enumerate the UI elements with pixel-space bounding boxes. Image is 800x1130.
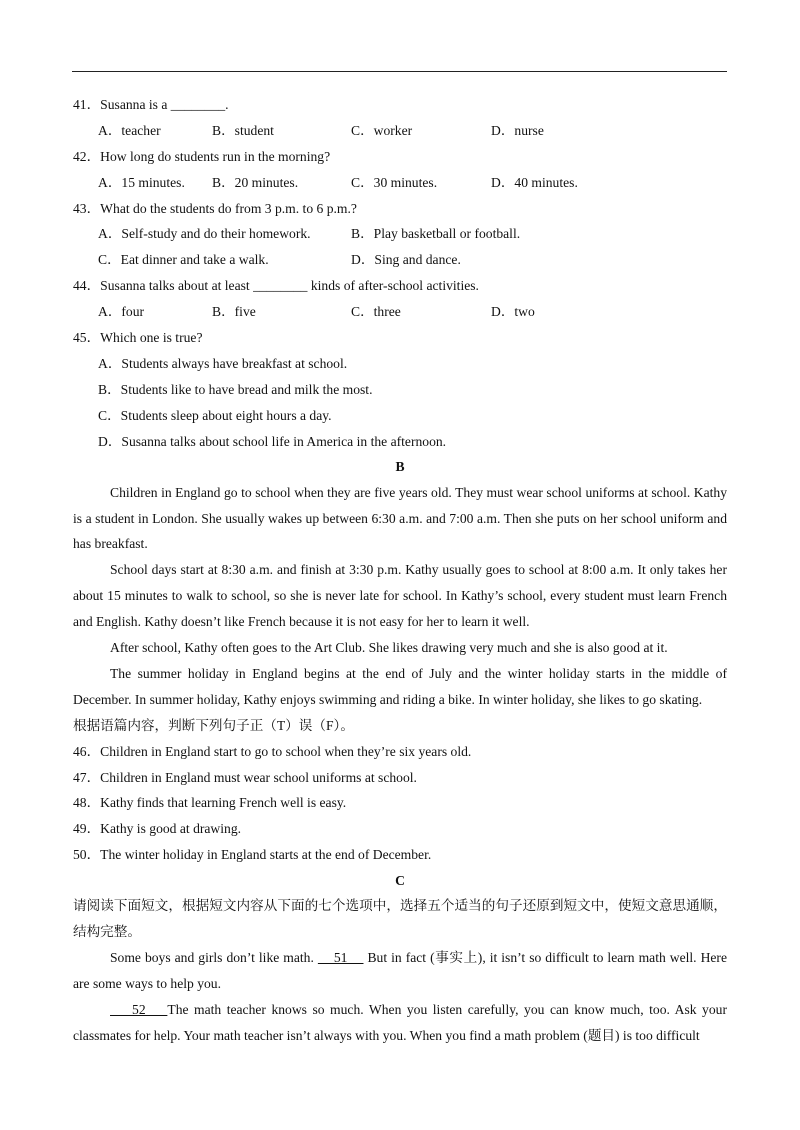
section-b-instruction: 根据语篇内容，判断下列句子正（T）误（F）。 (73, 717, 354, 733)
option-b: B．five (212, 304, 256, 320)
option-d: D．Susanna talks about school life in America in the afternoon. (98, 433, 447, 449)
section-b-heading: B (395, 459, 405, 475)
worksheet-content (73, 92, 727, 1049)
statement-48: 48．Kathy finds that learning French well is easy. (73, 795, 347, 811)
question-44-options (73, 299, 727, 325)
statement-46: 46．Children in England start to go to school when they’re six years old. (73, 743, 472, 759)
option-d: D．40 minutes. (491, 174, 578, 190)
option-d: D．Sing and dance. (351, 252, 461, 268)
section-c-heading: C (395, 873, 405, 889)
option-b: B．20 minutes. (212, 174, 299, 190)
question-41: 41．Susanna is a ________. (73, 97, 229, 112)
question-42-options (73, 170, 727, 196)
passage-b-paragraph-4: The summer holiday in England begins at the end of July and the winter holiday starts in the middle of December. In summer holiday, Kathy enjoys swimming and riding a bike. In winter holiday, she likes to go skating. (73, 666, 727, 707)
passage-c-paragraph-1 (73, 945, 727, 997)
blank-51: 51 (317, 950, 364, 966)
option-a: A．four (98, 304, 145, 320)
option-c: C．30 minutes. (351, 174, 438, 190)
option-d: D．nurse (491, 122, 544, 138)
question-42: 42．How long do students run in the morning? (73, 148, 331, 164)
option-c: C．Students sleep about eight hours a day. (98, 407, 332, 423)
question-43-options-row1 (73, 221, 727, 247)
blank-52: 52 (110, 1001, 168, 1017)
statement-49: 49．Kathy is good at drawing. (73, 821, 242, 837)
option-b: B．student (212, 122, 274, 138)
option-c: C．three (351, 304, 401, 320)
question-41-options (73, 118, 727, 144)
passage-c-paragraph-2 (73, 997, 727, 1049)
passage-b-paragraph-2: School days start at 8:30 a.m. and finish at 3:30 p.m. Kathy usually goes to school at 8:00 a.m. It only takes her about 15 minutes to walk to school, so she is never late for school. In Kathy’s school, every student must learn French and English. Kathy doesn’t like French because it is not easy for her to learn it well. (73, 562, 727, 630)
option-c: C．worker (351, 122, 413, 138)
statement-50: 50．The winter holiday in England starts at the end of December. (73, 847, 432, 863)
header-rule (72, 71, 727, 72)
option-b: B．Play basketball or football. (351, 226, 521, 242)
section-c-instruction: 请阅读下面短文，根据短文内容从下面的七个选项中，选择五个适当的句子还原到短文中，使短文意思通顺，结构完整。 (73, 898, 727, 940)
passage-b-paragraph-1: Children in England go to school when they are five years old. They must wear school uniforms at school. Kathy is a student in London. She usually wakes up between 6:30 a.m. and 7:00 a.m. Then she puts on her school uniform and has breakfast. (73, 484, 727, 552)
option-a: A．Self-study and do their homework. (98, 226, 311, 242)
passage-c-text: But in fact (事实上), it isn’t so difficult to learn math well. Here are some ways to help you. (73, 950, 727, 992)
option-a: A．15 minutes. (98, 174, 185, 190)
option-d: D．two (491, 304, 535, 320)
question-45: 45．Which one is true? (73, 330, 203, 346)
passage-b-paragraph-3: After school, Kathy often goes to the Art Club. She likes drawing very much and she is also good at it. (110, 640, 668, 656)
option-b: B．Students like to have bread and milk the most. (98, 381, 373, 397)
option-c: C．Eat dinner and take a walk. (98, 252, 269, 268)
option-a: A．teacher (98, 122, 161, 138)
passage-c-text: Some boys and girls don’t like math. (110, 950, 318, 966)
question-44: 44．Susanna talks about at least ________ kinds of after-school activities. (73, 278, 479, 294)
question-43-options-row2 (73, 247, 727, 273)
question-43: 43．What do the students do from 3 p.m. to 6 p.m.? (73, 200, 357, 216)
option-a: A．Students always have breakfast at school. (98, 355, 348, 371)
passage-c-text: The math teacher knows so much. When you listen carefully, you can know much, too. Ask your classmates for help. Your math teacher isn’t always with you. When you find a math problem (题目) is too difficult (73, 1001, 727, 1043)
statement-47: 47．Children in England must wear school uniforms at school. (73, 769, 417, 785)
